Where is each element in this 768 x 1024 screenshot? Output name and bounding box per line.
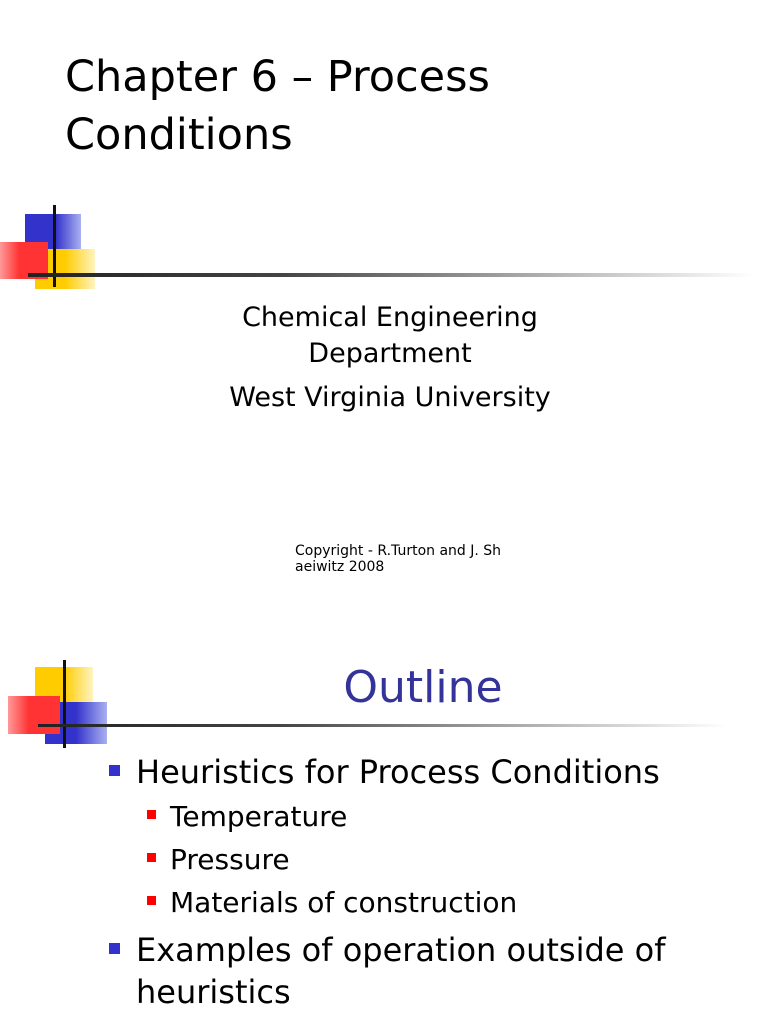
horizontal-rule-2 [38,724,728,727]
red-square-bullet-icon [147,810,156,819]
red-square [8,696,60,734]
sub-bullet-text: Temperature [170,800,348,833]
university-text: West Virginia University [229,382,551,413]
bullet-text: heuristics [136,973,291,1011]
department-text [190,300,590,372]
red-square-bullet-icon [147,853,156,862]
copyright-text [295,543,525,575]
vertical-line [63,660,66,748]
sub-bullet-text: Materials of construction [170,886,518,919]
title-line-1: Chapter 6 – Process [65,52,490,102]
blue-square-bullet-icon [109,765,120,776]
copyright-line-2: aeiwitz 2008 [295,559,385,575]
blue-square-bullet-icon [109,943,120,954]
decorative-squares-logo-2 [8,660,118,750]
bullet-text: Heuristics for Process Conditions [136,753,660,791]
department-line-2: Department [308,338,472,369]
title-line-2: Conditions [65,110,293,160]
bullet-text: Examples of operation outside of [136,931,666,969]
department-line-1: Chemical Engineering [242,302,538,333]
sub-bullet-text: Pressure [170,843,290,876]
horizontal-rule [28,273,753,277]
slide-title-heading [65,48,490,164]
outline-title: Outline [343,662,503,713]
copyright-line-1: Copyright - R.Turton and J. Sh [295,543,502,559]
red-square-bullet-icon [147,896,156,905]
decorative-squares-logo [0,205,100,295]
